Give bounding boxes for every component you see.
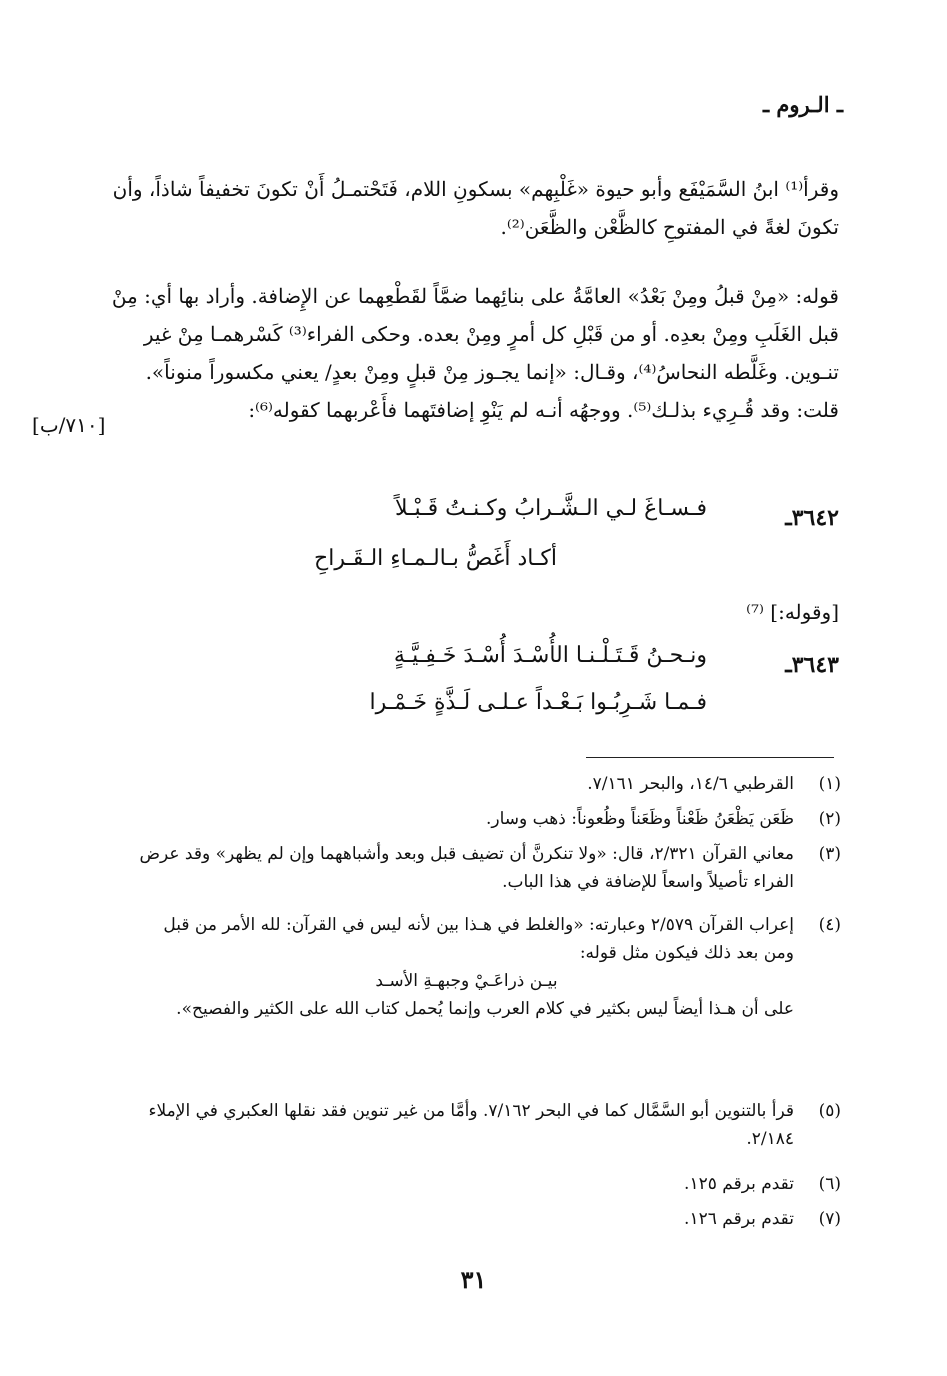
paragraph-1: وقرأ⁽¹⁾ ابنُ السَّمَيْفَع وأبو حيوة «غَلْبِهم» بسكونِ اللام، فَتَحْتمـلُ أَنْ تكونَ تخفيفاً شاذاً، وأن تكونَ لغةً في المفتوحِ كالظَّعْن والظَّعَن⁽²⁾. bbox=[112, 177, 839, 239]
footnote bbox=[139, 770, 839, 798]
footnote-number: (٧) bbox=[818, 1209, 841, 1229]
footnote bbox=[139, 911, 839, 1023]
verse-number: ٣٦٤٣ـ bbox=[785, 652, 839, 678]
footnote-text: ظَعَن يَظْعَنُ ظَعْناً وظَعَناً وظُعوناً: ذهب وسار. bbox=[485, 809, 794, 829]
footnote-text-continued: على أن هـذا أيضاً ليس بكثير في كلام العرب وإنما يُحمل كتاب الله على الكثير والفصيح». bbox=[176, 999, 794, 1019]
verse-second-hemistich: أكـاد أَغَصُّ بـالـمـاءِ الـقَـراحِ bbox=[314, 546, 557, 571]
footnote-quoted-verse: بيـن ذراعَـيْ وجبهـةِ الأسـد bbox=[375, 971, 558, 991]
footnote-number: (٢) bbox=[818, 809, 841, 829]
page-number: ٣١ bbox=[460, 1265, 487, 1294]
footnote bbox=[139, 1205, 839, 1233]
verse-first-hemistich: ونـحـنُ قَـتَـلْـنـا الأُسْـدَ أُسْـدَ خَـفِـيَّـةٍ bbox=[393, 643, 707, 668]
footnote-text: القرطبي ١٤/٦، والبحر ٧/١٦١. bbox=[587, 774, 794, 794]
footnote-text: إعراب القرآن ٢/٥٧٩ وعبارته: «والغلط في هـذا بين لأنه ليس في القرآن: لله الأمر من قبل ومن بعد ذلك فيكون مثل قوله: bbox=[163, 915, 794, 963]
footnote-number: (١) bbox=[818, 774, 841, 794]
paragraph-2: قوله: «مِنْ قبلُ ومِنْ بَعْدُ» العامَّةُ على بنائِهما ضمَّاً لقَطْعِهما عن الإِضافة. وأراد بها أي: مِنْ قبل الغَلَبِ ومِنْ بعدِه. أو من قَبْلِ كل أمرٍ ومِنْ بعده. وحكى الفراء⁽³⁾ كَسْرهمـا مِنْ غير تنـوين. وغَلَّطه النحاسُ⁽⁴⁾، وقـال: «إنما يجـوز مِنْ قبلٍ ومِنْ بعدٍ/ يعني مكسوراً منوناً». قلت: وقد قُـرِيء بذلـك⁽⁵⁾. ووجهُه أنـه لم يَنْوِ إضافتَهما فأَعْربهما كقوله⁽⁶⁾: bbox=[111, 284, 839, 422]
footnote-text: تقدم برقم ١٢٥. bbox=[684, 1174, 794, 1194]
footnote-number: (٥) bbox=[818, 1101, 841, 1121]
verse-second-hemistich: فـمـا شَـرِبُـوا بَـعْـداً عـلـى لَـذَّةٍ خَـمْـرا bbox=[369, 690, 707, 715]
footnote-number: (٣) bbox=[818, 844, 841, 864]
footnote-text: قرأ بالتنوين أبو السَّمَّال كما في البحر ٧/١٦٢. وأمَّا من غير تنوين فقد نقلها العكبري في الإملاء ٢/١٨٤. bbox=[148, 1101, 794, 1149]
footnote bbox=[139, 1097, 839, 1153]
footnote-number: (٤) bbox=[818, 915, 841, 935]
running-header: ـ الـروم ـ bbox=[762, 92, 843, 117]
footnote-number: (٦) bbox=[818, 1174, 841, 1194]
verse-first-hemistich: فـسـاغَ لـي الـشَّـرابُ وكـنـتُ قَـبْـلاً bbox=[394, 496, 707, 521]
footnote-text: تقدم برقم ١٢٦. bbox=[684, 1209, 794, 1229]
bracketed-insertion: [وقوله:] ⁽⁷⁾ bbox=[746, 600, 839, 624]
footnote bbox=[139, 840, 839, 896]
footnote bbox=[139, 1170, 839, 1198]
footnote bbox=[139, 805, 839, 833]
verse-number: ٣٦٤٢ـ bbox=[785, 505, 839, 531]
margin-manuscript-reference: [٧١٠/ب] bbox=[32, 413, 106, 437]
footnote-text: معاني القرآن ٢/٣٢١، قال: «ولا تنكرنَّ أن تضيف قبل وبعد وأشباههما وإن لم يظهر» وقد عرض الفراء تأصيلاً واسعاً للإضافة في هذا الباب. bbox=[139, 844, 794, 892]
footnote-separator bbox=[586, 757, 834, 758]
